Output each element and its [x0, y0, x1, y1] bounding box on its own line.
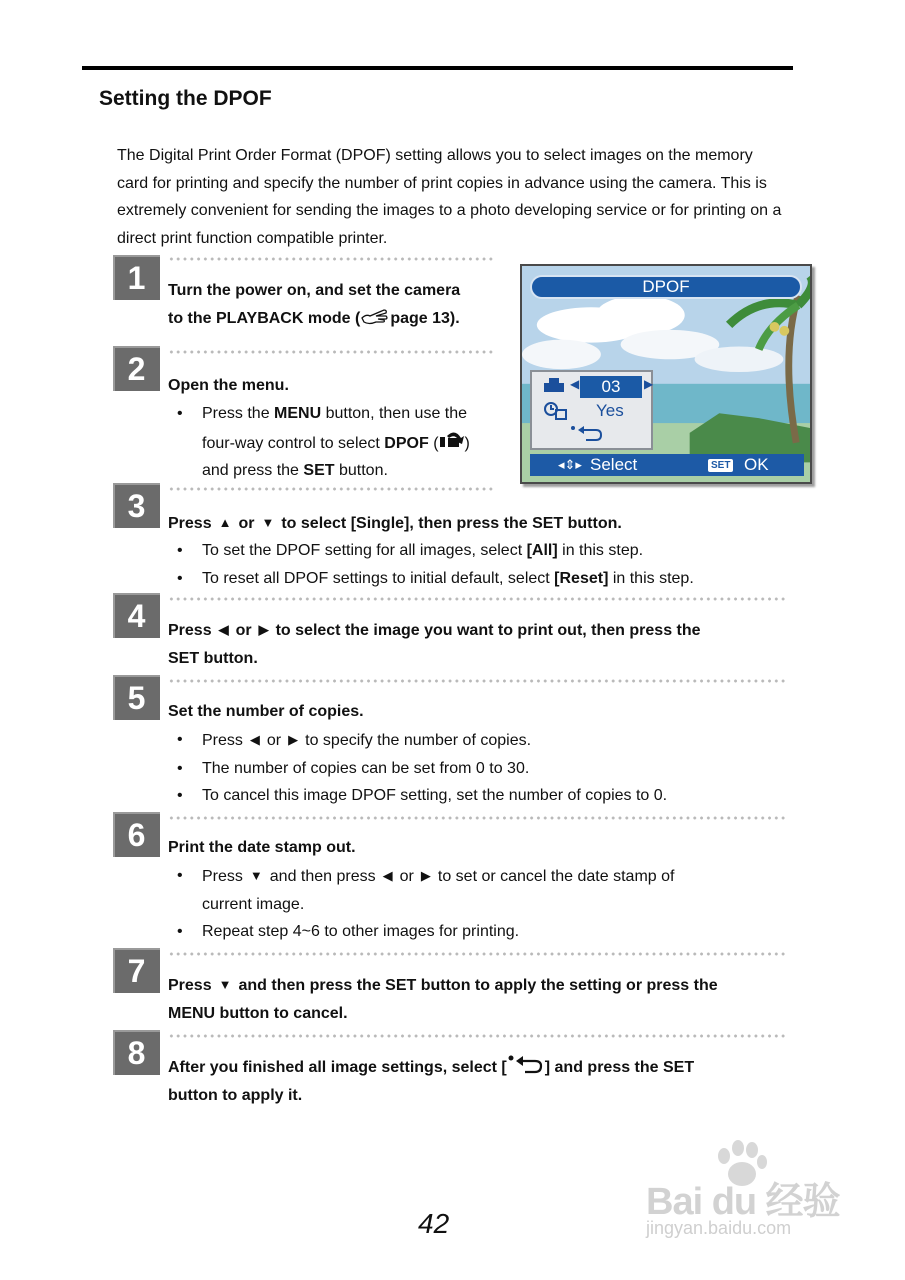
list-item-continuation: and press the SET button. — [202, 462, 388, 479]
step-3-heading: Press ▲ or ▼ to select [Single], then press the SET button. — [168, 509, 622, 538]
dpof-print-icon — [439, 428, 465, 452]
list-item: • To cancel this image DPOF setting, set the number of copies to 0. — [168, 782, 667, 810]
dotted-divider — [168, 487, 495, 491]
list-item: • Press ▼ and then press ◀ or ▶ to set or cancel the date stamp of — [168, 862, 674, 891]
lcd-row-date — [540, 401, 650, 425]
right-arrow-icon: ▶ — [420, 868, 431, 883]
back-return-icon — [507, 1054, 545, 1074]
list-item: • To reset all DPOF settings to initial default, select [Reset] in this step. — [168, 565, 694, 593]
dotted-divider — [168, 1034, 788, 1038]
step-3-bullets — [168, 537, 694, 592]
date-stamp-icon — [544, 402, 568, 425]
step-5-bullets — [168, 726, 667, 810]
list-item: • The number of copies can be set from 0 to 30. — [168, 755, 667, 783]
dotted-divider — [168, 257, 495, 261]
lcd-dpof-menu — [530, 370, 653, 450]
step-number-5: 5 — [113, 675, 160, 720]
back-return-icon — [570, 424, 604, 447]
left-arrow-icon: ◀ — [382, 868, 393, 883]
list-item: • Press the MENU button, then use the — [168, 400, 470, 428]
hand-pointer-icon — [360, 306, 390, 326]
lcd-footer-ok: OK — [744, 455, 769, 474]
right-arrow-icon: ▶ — [258, 622, 269, 637]
list-item: • To set the DPOF setting for all images, select [All] in this step. — [168, 537, 694, 565]
lcd-footer-bar — [530, 454, 804, 476]
lcd-row-copies — [540, 376, 654, 400]
list-item-continuation: four-way control to select DPOF ( ) — [168, 428, 470, 458]
step-4-heading: Press ◀ or ▶ to select the image you want to print out, then press the SET button. — [168, 616, 701, 672]
intro-paragraph: The Digital Print Order Format (DPOF) setting allows you to select images on the memory card for printing and specify the number of print copies in advance using the camera. This is extremely convenient for sending the images to a photo developing service or for printing on a direct print function compatible printer. — [117, 147, 782, 247]
printer-icon — [544, 378, 564, 394]
page-number: 42 — [418, 1208, 450, 1239]
down-arrow-icon: ▼ — [249, 868, 263, 883]
lcd-title-bar: DPOF — [530, 275, 802, 299]
left-arrow-icon: ◀ — [249, 732, 260, 747]
watermark-url: jingyan.baidu.com — [646, 1218, 792, 1238]
up-arrow-icon: ▲ — [218, 515, 232, 530]
watermark-logo: Bai du 经验 — [646, 1181, 840, 1223]
step-5-heading: Set the number of copies. — [168, 703, 364, 720]
step-6-heading: Print the date stamp out. — [168, 839, 356, 856]
step-number-2: 2 — [113, 346, 160, 391]
dotted-divider — [168, 679, 788, 683]
top-rule — [82, 66, 793, 70]
set-key-icon: SET — [708, 459, 733, 472]
step-number-8: 8 — [113, 1030, 160, 1075]
right-arrow-icon: ▶ — [288, 732, 299, 747]
camera-lcd-screen — [520, 264, 812, 484]
step-number-6: 6 — [113, 812, 160, 857]
lcd-date-value: Yes — [596, 401, 624, 420]
list-item-continuation: current image. — [202, 895, 305, 913]
down-arrow-icon: ▼ — [218, 977, 232, 992]
step-8-heading: After you finished all image settings, select [ ] and press the SET button to apply it. — [168, 1054, 694, 1109]
dotted-divider — [168, 350, 495, 354]
down-arrow-icon: ▼ — [261, 515, 275, 530]
left-arrow-icon: ◀ — [218, 622, 229, 637]
left-arrow-icon: ◀ — [570, 377, 580, 391]
step-7-heading: Press ▼ and then press the SET button to apply the setting or press the MENU button to cancel. — [168, 971, 718, 1027]
step-6-bullets — [168, 862, 674, 946]
lcd-row-back — [540, 424, 650, 448]
right-arrow-icon: ▶ — [644, 377, 654, 391]
lcd-copies-value: 03 — [580, 376, 642, 398]
step-1-text: Turn the power on, and set the camera to the PLAYBACK mode ( page 13). — [168, 282, 461, 327]
list-item: • Repeat step 4~6 to other images for printing. — [168, 918, 674, 946]
step-number-7: 7 — [113, 948, 160, 993]
dotted-divider — [168, 816, 788, 820]
step-2-heading: Open the menu. — [168, 377, 289, 394]
step-number-1: 1 — [113, 255, 160, 300]
step-2-bullets — [168, 400, 470, 485]
lcd-footer-select: Select — [590, 455, 638, 474]
step-number-4: 4 — [113, 593, 160, 638]
step-number-3: 3 — [113, 483, 160, 528]
dotted-divider — [168, 952, 788, 956]
dotted-divider — [168, 597, 788, 601]
baidu-watermark — [640, 1140, 855, 1250]
list-item: • Press ◀ or ▶ to specify the number of copies. — [168, 726, 667, 755]
four-way-arrows-icon: ◂⇕▸ — [558, 457, 582, 472]
page-title: Setting the DPOF — [99, 87, 272, 110]
